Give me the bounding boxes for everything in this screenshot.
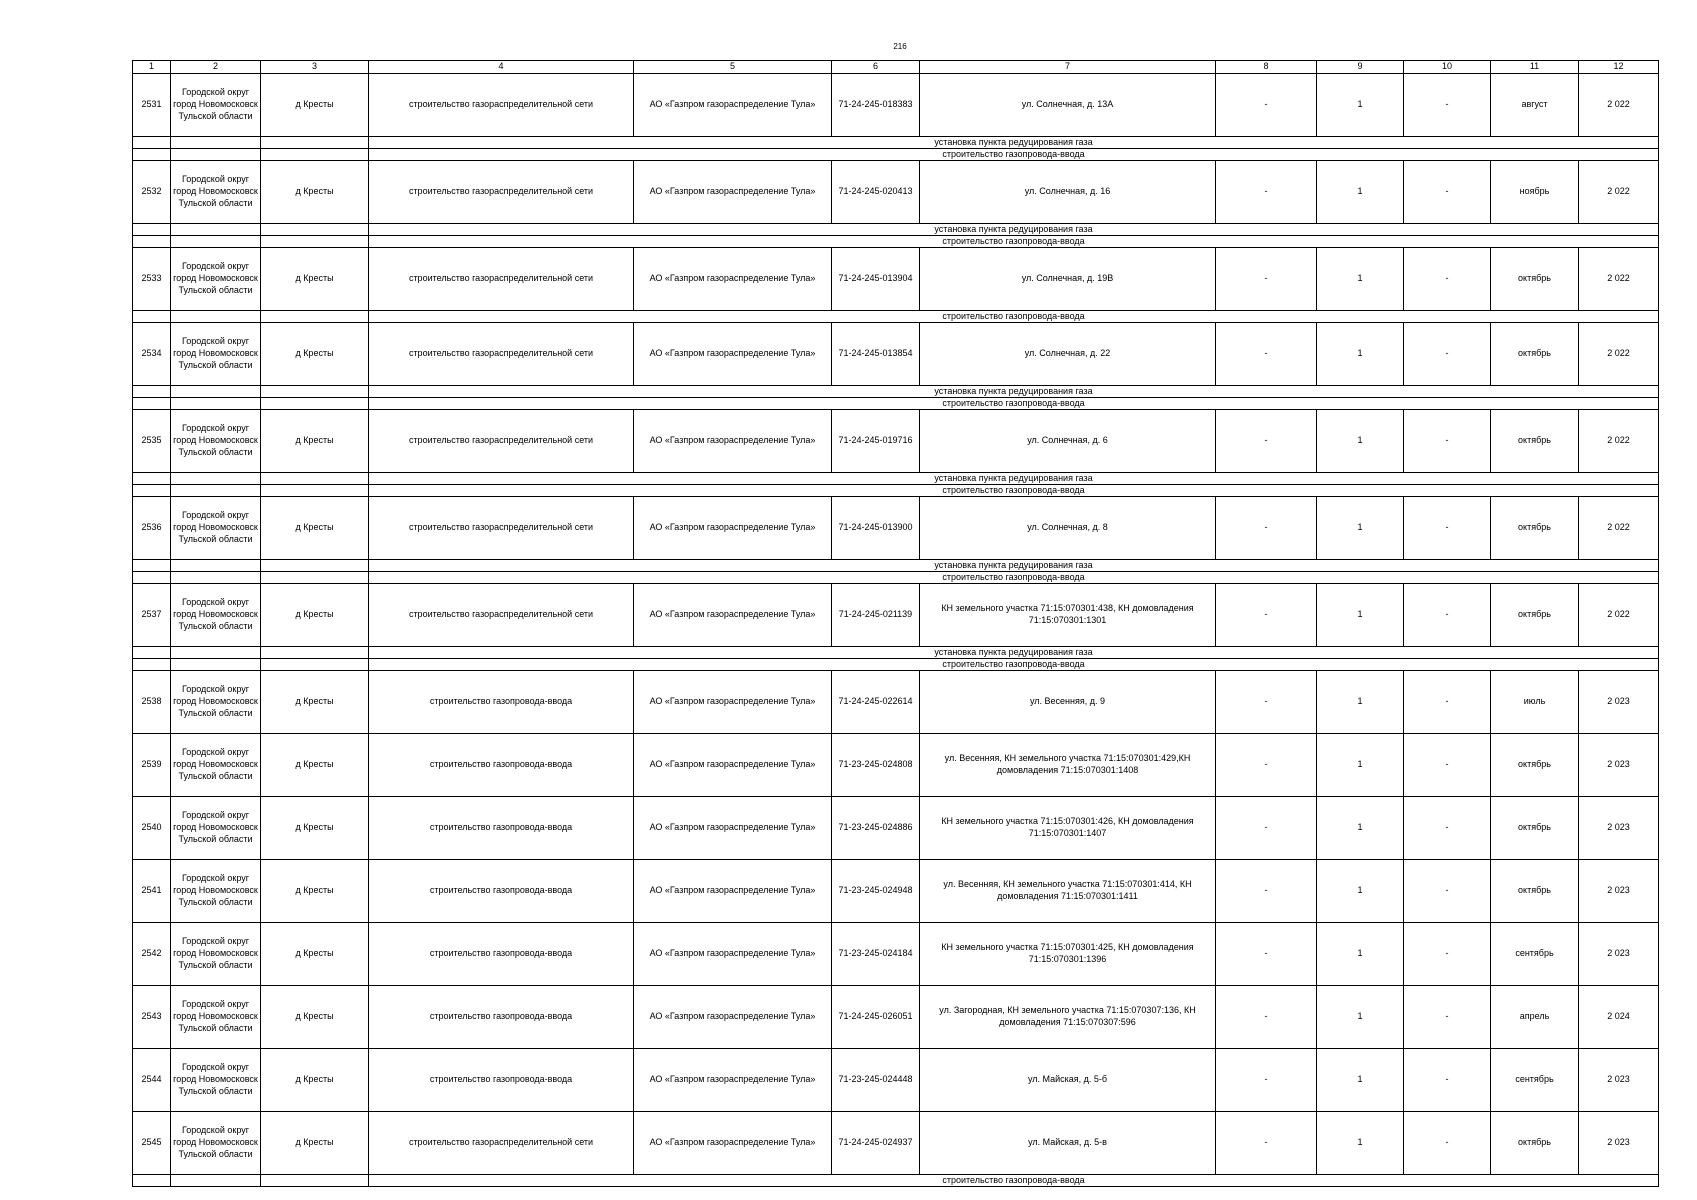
company-cell: АО «Газпром газораспределение Тула» <box>634 923 832 986</box>
sub-work-label: установка пункта редуцирования газа <box>369 386 1659 398</box>
locality-cell: д Кресты <box>261 497 369 560</box>
address-cell: ул. Весенняя, д. 9 <box>920 671 1216 734</box>
empty-cell <box>133 1175 171 1187</box>
company-cell: АО «Газпром газораспределение Тула» <box>634 161 832 224</box>
company-cell: АО «Газпром газораспределение Тула» <box>634 74 832 137</box>
work-type-cell: строительство газопровода-ввода <box>369 860 634 923</box>
empty-cell <box>261 311 369 323</box>
empty-cell <box>171 659 261 671</box>
month-cell: октябрь <box>1491 323 1579 386</box>
address-cell: КН земельного участка 71:15:070301:438, КН домовладения 71:15:070301:1301 <box>920 584 1216 647</box>
work-type-cell: строительство газораспределительной сети <box>369 410 634 473</box>
col8-cell: - <box>1216 1049 1317 1112</box>
empty-cell <box>133 137 171 149</box>
object-code-cell: 71-24-245-018383 <box>832 74 920 137</box>
address-cell: КН земельного участка 71:15:070301:425, КН домовладения 71:15:070301:1396 <box>920 923 1216 986</box>
col10-cell: - <box>1404 1049 1491 1112</box>
work-type-cell: строительство газопровода-ввода <box>369 797 634 860</box>
col9-cell: 1 <box>1317 1112 1404 1175</box>
table-row <box>133 734 1659 797</box>
col9-cell: 1 <box>1317 74 1404 137</box>
address-cell: ул. Солнечная, д. 22 <box>920 323 1216 386</box>
empty-cell <box>261 224 369 236</box>
col10-cell: - <box>1404 323 1491 386</box>
row-number-cell: 2542 <box>133 923 171 986</box>
sub-work-row <box>133 572 1659 584</box>
month-cell: октябрь <box>1491 248 1579 311</box>
year-cell: 2 022 <box>1579 161 1659 224</box>
table-row <box>133 923 1659 986</box>
work-type-cell: строительство газопровода-ввода <box>369 986 634 1049</box>
empty-cell <box>133 149 171 161</box>
empty-cell <box>261 485 369 497</box>
col9-cell: 1 <box>1317 797 1404 860</box>
address-cell: ул. Солнечная, д. 13А <box>920 74 1216 137</box>
row-number-cell: 2541 <box>133 860 171 923</box>
empty-cell <box>261 236 369 248</box>
register-table <box>132 60 1659 1187</box>
sub-work-label: строительство газопровода-ввода <box>369 236 1659 248</box>
locality-cell: д Кресты <box>261 323 369 386</box>
sub-work-row <box>133 485 1659 497</box>
row-number-cell: 2538 <box>133 671 171 734</box>
object-code-cell: 71-24-245-020413 <box>832 161 920 224</box>
row-number-cell: 2531 <box>133 74 171 137</box>
row-number-cell: 2534 <box>133 323 171 386</box>
table-row <box>133 323 1659 386</box>
empty-cell <box>133 572 171 584</box>
empty-cell <box>133 647 171 659</box>
column-number: 6 <box>832 61 920 74</box>
table-row <box>133 797 1659 860</box>
col10-cell: - <box>1404 860 1491 923</box>
district-cell: Городской округ город Новомосковск Тульской области <box>171 1112 261 1175</box>
table-row <box>133 161 1659 224</box>
month-cell: октябрь <box>1491 734 1579 797</box>
sub-work-label: строительство газопровода-ввода <box>369 485 1659 497</box>
sub-work-label: строительство газопровода-ввода <box>369 398 1659 410</box>
work-type-cell: строительство газопровода-ввода <box>369 1049 634 1112</box>
empty-cell <box>261 149 369 161</box>
empty-cell <box>171 149 261 161</box>
col9-cell: 1 <box>1317 584 1404 647</box>
company-cell: АО «Газпром газораспределение Тула» <box>634 797 832 860</box>
year-cell: 2 023 <box>1579 923 1659 986</box>
district-cell: Городской округ город Новомосковск Тульской области <box>171 410 261 473</box>
locality-cell: д Кресты <box>261 1049 369 1112</box>
empty-cell <box>261 1175 369 1187</box>
col8-cell: - <box>1216 410 1317 473</box>
district-cell: Городской округ город Новомосковск Тульской области <box>171 860 261 923</box>
col9-cell: 1 <box>1317 1049 1404 1112</box>
district-cell: Городской округ город Новомосковск Тульской области <box>171 248 261 311</box>
table-row <box>133 410 1659 473</box>
sub-work-label: строительство газопровода-ввода <box>369 311 1659 323</box>
col10-cell: - <box>1404 1112 1491 1175</box>
table-row <box>133 671 1659 734</box>
object-code-cell: 71-23-245-024448 <box>832 1049 920 1112</box>
locality-cell: д Кресты <box>261 161 369 224</box>
row-number-cell: 2537 <box>133 584 171 647</box>
column-number: 8 <box>1216 61 1317 74</box>
row-number-cell: 2539 <box>133 734 171 797</box>
sub-work-label: строительство газопровода-ввода <box>369 572 1659 584</box>
empty-cell <box>133 236 171 248</box>
table-row <box>133 986 1659 1049</box>
address-cell: ул. Майская, д. 5-в <box>920 1112 1216 1175</box>
col10-cell: - <box>1404 584 1491 647</box>
table-row <box>133 1112 1659 1175</box>
sub-work-label: установка пункта редуцирования газа <box>369 647 1659 659</box>
address-cell: ул. Солнечная, д. 16 <box>920 161 1216 224</box>
col9-cell: 1 <box>1317 161 1404 224</box>
column-number: 12 <box>1579 61 1659 74</box>
month-cell: октябрь <box>1491 410 1579 473</box>
object-code-cell: 71-24-245-013900 <box>832 497 920 560</box>
locality-cell: д Кресты <box>261 584 369 647</box>
col9-cell: 1 <box>1317 923 1404 986</box>
object-code-cell: 71-24-245-019716 <box>832 410 920 473</box>
work-type-cell: строительство газопровода-ввода <box>369 734 634 797</box>
locality-cell: д Кресты <box>261 248 369 311</box>
empty-cell <box>261 659 369 671</box>
col8-cell: - <box>1216 923 1317 986</box>
district-cell: Городской округ город Новомосковск Тульской области <box>171 734 261 797</box>
work-type-cell: строительство газораспределительной сети <box>369 323 634 386</box>
locality-cell: д Кресты <box>261 797 369 860</box>
district-cell: Городской округ город Новомосковск Тульской области <box>171 986 261 1049</box>
work-type-cell: строительство газораспределительной сети <box>369 584 634 647</box>
district-cell: Городской округ город Новомосковск Тульской области <box>171 584 261 647</box>
company-cell: АО «Газпром газораспределение Тула» <box>634 584 832 647</box>
month-cell: ноябрь <box>1491 161 1579 224</box>
sub-work-label: строительство газопровода-ввода <box>369 1175 1659 1187</box>
row-number-cell: 2533 <box>133 248 171 311</box>
object-code-cell: 71-24-245-024937 <box>832 1112 920 1175</box>
company-cell: АО «Газпром газораспределение Тула» <box>634 734 832 797</box>
empty-cell <box>171 311 261 323</box>
column-number: 11 <box>1491 61 1579 74</box>
object-code-cell: 71-24-245-026051 <box>832 986 920 1049</box>
sub-work-label: установка пункта редуцирования газа <box>369 473 1659 485</box>
row-number-cell: 2540 <box>133 797 171 860</box>
col10-cell: - <box>1404 248 1491 311</box>
col9-cell: 1 <box>1317 860 1404 923</box>
month-cell: октябрь <box>1491 497 1579 560</box>
col10-cell: - <box>1404 671 1491 734</box>
row-number-cell: 2544 <box>133 1049 171 1112</box>
year-cell: 2 022 <box>1579 497 1659 560</box>
address-cell: ул. Весенняя, КН земельного участка 71:15:070301:429,КН домовладения 71:15:070301:1408 <box>920 734 1216 797</box>
year-cell: 2 023 <box>1579 797 1659 860</box>
col10-cell: - <box>1404 74 1491 137</box>
company-cell: АО «Газпром газораспределение Тула» <box>634 248 832 311</box>
col10-cell: - <box>1404 410 1491 473</box>
empty-cell <box>171 236 261 248</box>
work-type-cell: строительство газораспределительной сети <box>369 161 634 224</box>
year-cell: 2 023 <box>1579 734 1659 797</box>
month-cell: июль <box>1491 671 1579 734</box>
year-cell: 2 024 <box>1579 986 1659 1049</box>
work-type-cell: строительство газораспределительной сети <box>369 1112 634 1175</box>
column-number: 5 <box>634 61 832 74</box>
col10-cell: - <box>1404 161 1491 224</box>
column-number-row <box>133 61 1659 74</box>
col8-cell: - <box>1216 1112 1317 1175</box>
address-cell: КН земельного участка 71:15:070301:426, КН домовладения 71:15:070301:1407 <box>920 797 1216 860</box>
company-cell: АО «Газпром газораспределение Тула» <box>634 860 832 923</box>
empty-cell <box>261 137 369 149</box>
locality-cell: д Кресты <box>261 74 369 137</box>
col8-cell: - <box>1216 797 1317 860</box>
company-cell: АО «Газпром газораспределение Тула» <box>634 323 832 386</box>
month-cell: сентябрь <box>1491 923 1579 986</box>
column-number: 9 <box>1317 61 1404 74</box>
work-type-cell: строительство газораспределительной сети <box>369 248 634 311</box>
col10-cell: - <box>1404 923 1491 986</box>
col9-cell: 1 <box>1317 986 1404 1049</box>
col9-cell: 1 <box>1317 734 1404 797</box>
empty-cell <box>171 224 261 236</box>
sub-work-row <box>133 473 1659 485</box>
sub-work-row <box>133 659 1659 671</box>
sub-work-row <box>133 149 1659 161</box>
company-cell: АО «Газпром газораспределение Тула» <box>634 986 832 1049</box>
row-number-cell: 2545 <box>133 1112 171 1175</box>
col8-cell: - <box>1216 161 1317 224</box>
row-number-cell: 2536 <box>133 497 171 560</box>
year-cell: 2 023 <box>1579 1112 1659 1175</box>
month-cell: август <box>1491 74 1579 137</box>
page-number: 216 <box>893 42 907 51</box>
locality-cell: д Кресты <box>261 671 369 734</box>
empty-cell <box>171 398 261 410</box>
district-cell: Городской округ город Новомосковск Тульской области <box>171 323 261 386</box>
work-type-cell: строительство газопровода-ввода <box>369 671 634 734</box>
col10-cell: - <box>1404 986 1491 1049</box>
company-cell: АО «Газпром газораспределение Тула» <box>634 1112 832 1175</box>
address-cell: ул. Солнечная, д. 8 <box>920 497 1216 560</box>
address-cell: ул. Солнечная, д. 19В <box>920 248 1216 311</box>
month-cell: апрель <box>1491 986 1579 1049</box>
col8-cell: - <box>1216 986 1317 1049</box>
col9-cell: 1 <box>1317 671 1404 734</box>
empty-cell <box>261 386 369 398</box>
work-type-cell: строительство газопровода-ввода <box>369 923 634 986</box>
sub-work-row <box>133 386 1659 398</box>
row-number-cell: 2532 <box>133 161 171 224</box>
col8-cell: - <box>1216 74 1317 137</box>
district-cell: Городской округ город Новомосковск Тульской области <box>171 923 261 986</box>
table-row <box>133 860 1659 923</box>
object-code-cell: 71-24-245-022614 <box>832 671 920 734</box>
sub-work-label: строительство газопровода-ввода <box>369 659 1659 671</box>
column-number: 4 <box>369 61 634 74</box>
col8-cell: - <box>1216 584 1317 647</box>
column-number: 7 <box>920 61 1216 74</box>
address-cell: ул. Майская, д. 5-б <box>920 1049 1216 1112</box>
year-cell: 2 022 <box>1579 74 1659 137</box>
empty-cell <box>133 224 171 236</box>
empty-cell <box>261 560 369 572</box>
year-cell: 2 022 <box>1579 410 1659 473</box>
address-cell: ул. Загородная, КН земельного участка 71:15:070307:136, КН домовладения 71:15:070307:596 <box>920 986 1216 1049</box>
table-row <box>133 248 1659 311</box>
year-cell: 2 023 <box>1579 1049 1659 1112</box>
table-row <box>133 74 1659 137</box>
column-number: 2 <box>171 61 261 74</box>
sub-work-row <box>133 1175 1659 1187</box>
empty-cell <box>133 386 171 398</box>
empty-cell <box>171 647 261 659</box>
sub-work-row <box>133 137 1659 149</box>
object-code-cell: 71-24-245-013904 <box>832 248 920 311</box>
district-cell: Городской округ город Новомосковск Тульской области <box>171 74 261 137</box>
empty-cell <box>133 311 171 323</box>
company-cell: АО «Газпром газораспределение Тула» <box>634 410 832 473</box>
work-type-cell: строительство газораспределительной сети <box>369 497 634 560</box>
month-cell: октябрь <box>1491 1112 1579 1175</box>
company-cell: АО «Газпром газораспределение Тула» <box>634 497 832 560</box>
empty-cell <box>133 398 171 410</box>
table-row <box>133 584 1659 647</box>
sub-work-row <box>133 398 1659 410</box>
empty-cell <box>171 572 261 584</box>
locality-cell: д Кресты <box>261 923 369 986</box>
sub-work-label: строительство газопровода-ввода <box>369 149 1659 161</box>
district-cell: Городской округ город Новомосковск Тульской области <box>171 797 261 860</box>
row-number-cell: 2543 <box>133 986 171 1049</box>
object-code-cell: 71-23-245-024184 <box>832 923 920 986</box>
sub-work-label: установка пункта редуцирования газа <box>369 137 1659 149</box>
locality-cell: д Кресты <box>261 860 369 923</box>
sub-work-row <box>133 236 1659 248</box>
empty-cell <box>261 398 369 410</box>
object-code-cell: 71-24-245-021139 <box>832 584 920 647</box>
empty-cell <box>261 473 369 485</box>
year-cell: 2 022 <box>1579 584 1659 647</box>
col8-cell: - <box>1216 323 1317 386</box>
locality-cell: д Кресты <box>261 734 369 797</box>
address-cell: ул. Весенняя, КН земельного участка 71:15:070301:414, КН домовладения 71:15:070301:1411 <box>920 860 1216 923</box>
column-number: 10 <box>1404 61 1491 74</box>
col8-cell: - <box>1216 248 1317 311</box>
column-number: 1 <box>133 61 171 74</box>
month-cell: октябрь <box>1491 860 1579 923</box>
empty-cell <box>171 386 261 398</box>
locality-cell: д Кресты <box>261 1112 369 1175</box>
locality-cell: д Кресты <box>261 986 369 1049</box>
work-type-cell: строительство газораспределительной сети <box>369 74 634 137</box>
month-cell: сентябрь <box>1491 1049 1579 1112</box>
object-code-cell: 71-23-245-024948 <box>832 860 920 923</box>
table-row <box>133 497 1659 560</box>
address-cell: ул. Солнечная, д. 6 <box>920 410 1216 473</box>
empty-cell <box>171 137 261 149</box>
sub-work-row <box>133 560 1659 572</box>
col9-cell: 1 <box>1317 497 1404 560</box>
empty-cell <box>171 485 261 497</box>
month-cell: октябрь <box>1491 584 1579 647</box>
col8-cell: - <box>1216 671 1317 734</box>
empty-cell <box>133 659 171 671</box>
sub-work-row <box>133 647 1659 659</box>
object-code-cell: 71-23-245-024886 <box>832 797 920 860</box>
empty-cell <box>171 473 261 485</box>
locality-cell: д Кресты <box>261 410 369 473</box>
sub-work-row <box>133 311 1659 323</box>
district-cell: Городской округ город Новомосковск Тульской области <box>171 497 261 560</box>
sub-work-label: установка пункта редуцирования газа <box>369 560 1659 572</box>
empty-cell <box>171 1175 261 1187</box>
company-cell: АО «Газпром газораспределение Тула» <box>634 1049 832 1112</box>
col8-cell: - <box>1216 860 1317 923</box>
col10-cell: - <box>1404 497 1491 560</box>
district-cell: Городской округ город Новомосковск Тульской области <box>171 1049 261 1112</box>
row-number-cell: 2535 <box>133 410 171 473</box>
district-cell: Городской округ город Новомосковск Тульской области <box>171 671 261 734</box>
year-cell: 2 023 <box>1579 860 1659 923</box>
object-code-cell: 71-23-245-024808 <box>832 734 920 797</box>
month-cell: октябрь <box>1491 797 1579 860</box>
object-code-cell: 71-24-245-013854 <box>832 323 920 386</box>
district-cell: Городской округ город Новомосковск Тульской области <box>171 161 261 224</box>
empty-cell <box>133 560 171 572</box>
empty-cell <box>133 485 171 497</box>
col10-cell: - <box>1404 734 1491 797</box>
col8-cell: - <box>1216 734 1317 797</box>
year-cell: 2 022 <box>1579 323 1659 386</box>
sub-work-row <box>133 224 1659 236</box>
year-cell: 2 022 <box>1579 248 1659 311</box>
col10-cell: - <box>1404 797 1491 860</box>
table-row <box>133 1049 1659 1112</box>
empty-cell <box>261 572 369 584</box>
empty-cell <box>171 560 261 572</box>
col8-cell: - <box>1216 497 1317 560</box>
col9-cell: 1 <box>1317 248 1404 311</box>
empty-cell <box>261 647 369 659</box>
column-number: 3 <box>261 61 369 74</box>
col9-cell: 1 <box>1317 410 1404 473</box>
company-cell: АО «Газпром газораспределение Тула» <box>634 671 832 734</box>
year-cell: 2 023 <box>1579 671 1659 734</box>
col9-cell: 1 <box>1317 323 1404 386</box>
sub-work-label: установка пункта редуцирования газа <box>369 224 1659 236</box>
empty-cell <box>133 473 171 485</box>
